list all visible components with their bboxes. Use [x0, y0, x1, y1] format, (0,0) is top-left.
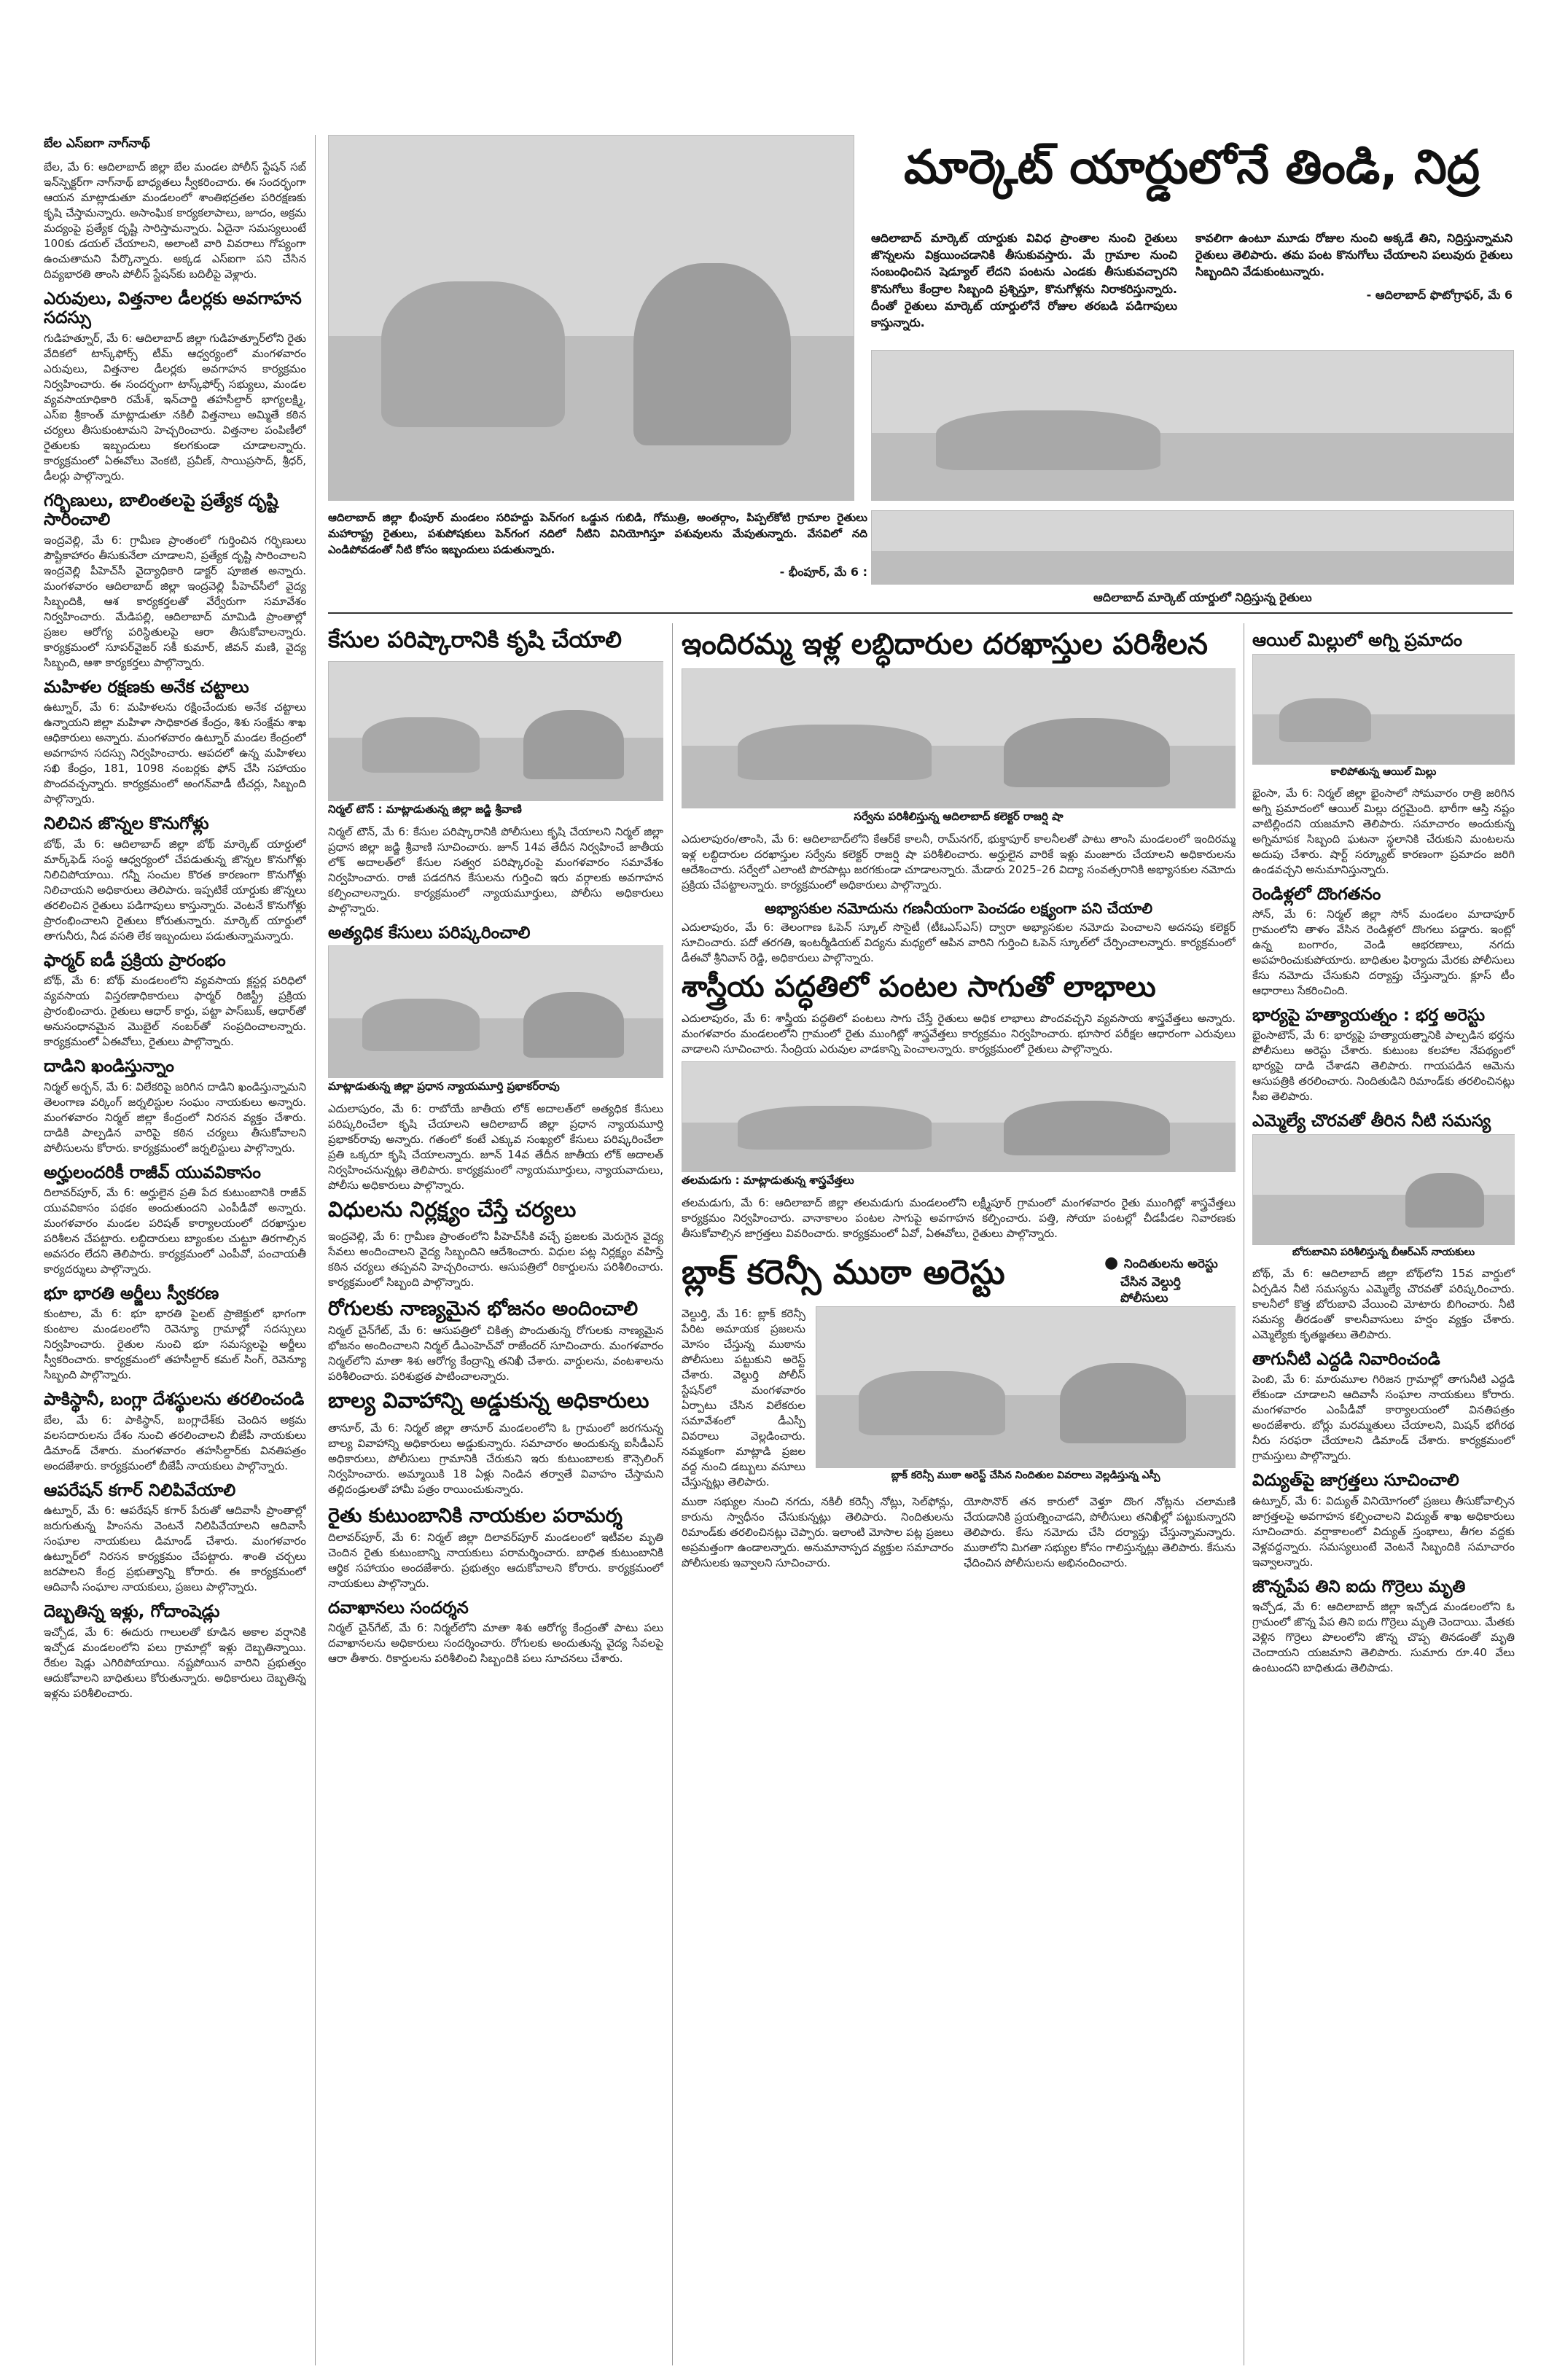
article-c7-body: ఇచ్చోడ, మే 6: ఆదిలాబాద్ జిల్లా ఇచ్చోడ మండలంలోని ఓ గ్రామంలో జొన్న పేప తిని ఐదు గొర్రెలు మృతి చెందాయి. మేతకు వెళ్లిన గొర్రెలు పొలంలోని జొన్న చొప్ప తినడంతో మృతి చెందాయని యజమాని తెలిపారు. సుమారు రూ.40 వేలు ఉంటుందని బాధితుడు తెలిపాడు.: [1252, 1600, 1515, 1675]
top-story-credit: - ఆదిలాబాద్ ఫొటోగ్రాఫర్, మే 6: [1366, 287, 1513, 302]
story-8-body: దిలావర్‌పూర్, మే 6: అర్హులైన ప్రతి పేద కుటుంబానికి రాజీవ్ యువవికాసం పథకం అందుతుందని ఎంపీడీవో అన్నారు. మంగళవారం మండల పరిషత్ కార్యాలయంలో దరఖాస్తుల పరిశీలన చేపట్టారు. లబ్ధిదారులు బ్యాంకుల చుట్టూ తిరగాల్సిన అవసరం లేదని తెలిపారు. కార్యక్రమంలో ఎంపీవో, పంచాయతీ కార్యదర్శులు పాల్గొన్నారు.: [44, 1185, 306, 1276]
story-3-body: ఇంద్రవెల్లి, మే 6: గ్రామీణ ప్రాంతంలో గుర్తించిన గర్భిణులు పౌష్టికాహారం తీసుకునేలా చూడాలని, ప్రత్యేక దృష్టి సారించాలని ఇంద్రవెల్లి పీహెచ్‌సీ వైద్యాధికారి డాక్టర్ పూజిత అన్నారు. మంగళవారం ఆదిలాబాద్ జిల్లా ఇంద్రవెల్లి పీహెచ్‌సీలో వైద్య సిబ్బందికి, ఆశ కార్యకర్తలతో వేర్వేరుగా సమావేశం నిర్వహించారు. మేడిపల్లి, ఆదిలాబాద్ మామిడి ప్రాంతాల్లో ప్రజల ఆరోగ్య పరిస్థితులపై ఆరా తీసుకోవాలన్నారు. కార్యక్రమంలో సూపర్‌వైజర్ సకీ కుమార్, జీవన్ మణి, వైద్య సిబ్బంది, ఆశా కార్యకర్తలు పాల్గొన్నారు.: [44, 533, 306, 669]
story-7-headline: దాడిని ఖండిస్తున్నాం: [44, 1057, 174, 1077]
story-4-body: ఉట్నూర్, మే 6: మహిళలను రక్షించేందుకు అనేక చట్టాలు ఉన్నాయని జిల్లా మహిళా సాధికారత కేంద్రం, శిశు సంక్షేమ శాఖ ఆధికారులు అన్నారు. మంగళవారం ఉట్నూర్ మండల కేంద్రంలో అవగాహన సదస్సు నిర్వహించారు. ఆపదలో ఉన్న మహిళలు సఖి కేంద్రం, 181, 1098 నంబర్లకు ఫోన్ చేసి సహాయం పొందవచ్చన్నారు. కార్యక్రమంలో అంగన్‌వాడీ టీచర్లు, సిబ్బంది పాల్గొన్నారు.: [44, 701, 306, 806]
left-news-column: [44, 135, 306, 2365]
article-b4-body-c: యోసొనొర్ తన కారులో వెళ్తూ దొంగ నోట్లను చలామణి చేయడానికి ప్రయత్నించాడని, పోలీసులు తనిఖీల్లో పట్టుకున్నారని తెలిపారు. కేసు నమోదు చేసి దర్యాప్తు చేస్తున్నామన్నారు. ముఠాలోని మిగతా సభ్యుల కోసం గాలిస్తున్నట్లు తెలిపారు. కేసును ఛేదించిన పోలీసులను అభినందించారు.: [964, 1494, 1236, 1569]
story-1-body: బేల, మే 6: ఆదిలాబాద్ జిల్లా బేల మండల పోలీస్ స్టేషన్ సబ్ ఇన్‌స్పెక్టర్‌గా నాగ్‌నాథ్ బాధ్యతలు స్వీకరించారు. ఈ సందర్భంగా ఆయన మాట్లాడుతూ మండలంలో శాంతిభద్రతల పరిరక్షణకు కృషి చేస్తామన్నారు. అసాంఘిక కార్యకలాపాలు, జూదం, అక్రమ మద్యంపై ప్రత్యేక దృష్టి సారిస్తామన్నారు. ఏదైనా సమస్యలుంటే 100కు డయల్ చేయాలని, అలాంటి వారి వివరాలు గోప్యంగా ఉంచుతామని పేర్కొన్నారు. అక్కడ ఎస్‌ఐగా పని చేసిన దివ్యభారతి తాంసి పోలీస్ స్టేషన్‌కు బదిలీపై వెళ్లారు.: [44, 160, 306, 281]
top-story-headline: మార్కెట్ యార్డులోనే తిండి, నిద్ర: [904, 141, 1480, 195]
article-a1-headline: కేసుల పరిష్కారానికి కృషి చేయాలి: [328, 627, 622, 653]
article-b2-subhead: అభ్యాసకుల నమోదును గణనీయంగా పెంచడం లక్ష్యంగా పని చేయాలి: [764, 900, 1153, 917]
article-a3-headline: విధులను నిర్లక్ష్యం చేస్తే చర్యలు: [328, 1197, 577, 1222]
top-section-divider: [328, 612, 1513, 614]
story-1-byline: బేల ఎస్‌ఐగా నాగ్‌నాథ్: [44, 136, 150, 151]
market-yard-photo-top-right: [871, 350, 1514, 501]
story-12-body: ఇచ్చోడ, మే 6: ఈదురు గాలులతో కూడిన అకాల వర్షానికి ఇచ్చోడ మండలంలోని పలు గ్రామాల్లో ఇళ్లు దెబ్బతిన్నాయి. రేకుల షెడ్లు ఎగిరిపోయాయి. నష్టపోయిన వారిని ప్రభుత్వం ఆదుకోవాలని బాధితులు కోరుతున్నారు. అధికారులు దెబ్బతిన్న ఇళ్లను పరిశీలించారు.: [44, 1625, 306, 1700]
story-3-headline: గర్భిణులు, బాలింతలపై ప్రత్యేక దృష్టి సారించాలి: [44, 491, 278, 530]
article-c1-byline: కాలిపోతున్న ఆయిల్ మిల్లు: [1330, 765, 1437, 778]
story-6-headline: ఫార్మర్ ఐడీ ప్రక్రియ ప్రారంభం: [44, 951, 226, 970]
article-a2-body: ఎదులాపురం, మే 6: రాబోయే జాతీయ లోక్ అదాలత్‌లో అత్యధిక కేసులు పరిష్కరించేలా కృషి చేయాలని ఆదిలాబాద్ జిల్లా ప్రధాన న్యాయమూర్తి ప్రభాకర్‌రావు అన్నారు. గతంలో కంటే ఎక్కువ సంఖ్యలో కేసులు పరిష్కరించేలా ప్రతి ఒక్కరూ కృషి చేయాలన్నారు. జూన్ 14వ తేదీన జాతీయ లోక్ అదాలత్ నిర్వహించనున్నట్లు తెలిపారు. కార్యక్రమంలో న్యాయమూర్తులు, న్యాయవాదులు, పోలీసు అధికారులు పాల్గొన్నారు.: [328, 1102, 663, 1193]
article-b3-body-2: తలమడుగు, మే 6: ఆదిలాబాద్ జిల్లా తలమడుగు మండలంలోని లక్ష్మీపూర్ గ్రామంలో మంగళవారం రైతు ముంగిట్లో శాస్త్రవేత్తలు కార్యక్రమం నిర్వహించారు. వానాకాలం పంటల సాగుపై అవగాహన కల్పించారు. పత్తి, సోయా పంటల్లో చీడపీడల నివారణకు తీసుకోవాల్సిన జాగ్రత్తలు వివరించారు. కార్యక్రమంలో ఏవో, ఏఈవోలు, రైతులు పాల్గొన్నారు.: [682, 1196, 1236, 1240]
article-b3-headline: శాస్త్రీయ పద్ధతిలో పంటల సాగుతో లాభాలు: [682, 970, 1156, 1004]
top-story-caption-right: కావలిగా ఉంటూ మూడు రోజుల నుంచి అక్కడే తిని, నిద్రిస్తున్నామని రైతులు తెలిపారు. తమ పంట కొనుగోలు చేయాలని పలువురు రైతులు సిబ్బందిని వేడుకుంటున్నారు.: [1195, 231, 1513, 279]
right-news-column: [1252, 623, 1515, 2365]
article-b3-photo: [682, 1061, 1236, 1172]
middle-right-column: [682, 623, 1236, 2365]
article-a6-headline: రైతు కుటుంబానికి నాయకుల పరామర్శ: [328, 1504, 623, 1527]
article-a2-photo: [328, 945, 663, 1078]
article-b4-photo-caption: బ్లాక్ కరెన్సీ ముఠా అరెస్ట్ చేసిన నిందితుల వివరాలు వెల్లడిస్తున్న ఎస్పీ: [891, 1469, 1160, 1481]
column-divider: [315, 135, 316, 2365]
article-c1-body: భైంసా, మే 6: నిర్మల్ జిల్లా భైంసాలో సోమవారం రాత్రి జరిగిన అగ్ని ప్రమాదంలో ఆయిల్ మిల్లు దగ్ధమైంది. భారీగా ఆస్తి నష్టం వాటిల్లిందని యజమాని తెలిపారు. సమాచారం అందుకున్న అగ్నిమాపక సిబ్బంది ఘటనా స్థలానికి చేరుకుని మంటలను అదుపు చేశారు. షార్ట్ సర్క్యూట్ కారణంగా ప్రమాదం జరిగి ఉండవచ్చని అనుమానిస్తున్నారు.: [1252, 786, 1515, 876]
article-b1-headline: ఇందిరమ్మ ఇళ్ల లబ్ధిదారుల దరఖాస్తుల పరిశీలన: [682, 628, 1208, 661]
article-b4-columns: [682, 1494, 1236, 1575]
story-11-headline: ఆపరేషన్ కగార్ నిలిపివేయాలి: [44, 1480, 236, 1500]
article-b1-byline: సర్వేను పరిశీలిస్తున్న ఆదిలాబాద్ కలెక్టర్ రాజర్షి షా: [854, 810, 1064, 823]
article-a2-byline: మాట్లాడుతున్న జిల్లా ప్రధాన న్యాయమూర్తి ప్రభాకర్‌రావు: [328, 1080, 560, 1093]
article-b3-byline: తలమడుగు : మాట్లాడుతున్న శాస్త్రవేత్తలు: [682, 1174, 854, 1187]
story-10-headline: పాకిస్థానీ, బంగ్లా దేశస్థులను తరలించండి: [44, 1390, 305, 1410]
article-a1-body: నిర్మల్ టౌన్, మే 6: కేసుల పరిష్కారానికి పోలీసులు కృషి చేయాలని నిర్మల్ జిల్లా ప్రధాన జిల్లా జడ్జి శ్రీవాణి సూచించారు. జూన్ 14వ తేదీన నిర్వహించే జాతీయ లోక్ అదాలత్‌లో కేసుల సత్వర పరిష్కారంపై మంగళవారం సమావేశం నిర్వహించారు. రాజీ పడదగిన కేసులను గుర్తించి ఇరు వర్గాలకు అవగాహన కల్పించాలన్నారు. కార్యక్రమంలో న్యాయమూర్తులు, పోలీసు అధికారులు పాల్గొన్నారు.: [328, 824, 663, 915]
article-c1-photo: [1252, 654, 1515, 765]
article-b4-photo: [816, 1306, 1236, 1468]
article-b4-body-b: ముఠా సభ్యుల నుంచి నగదు, నకిలీ కరెన్సీ నోట్లు, సెల్‌ఫోన్లు, కారును స్వాధీనం చేసుకున్నట్లు తెలిపారు. నిందితులను రిమాండ్‌కు తరలించినట్లు చెప్పారు. ఇలాంటి మోసాల పట్ల ప్రజలు అప్రమత్తంగా ఉండాలన్నారు. అనుమానాస్పద వ్యక్తుల సమాచారం పోలీసులకు ఇవ్వాలని సూచించారు.: [682, 1494, 953, 1569]
story-5-body: బోథ్, మే 6: ఆదిలాబాద్ జిల్లా బోథ్ మార్కెట్ యార్డులో మార్క్‌ఫెడ్ సంస్థ ఆధ్వర్యంలో చేపడుతున్న జొన్నల కొనుగోళ్లు నిలిచిపోయాయి. గన్నీ సంచుల కొరత కారణంగా కొనుగోళ్లు నిలిచాయని అధికారులు తెలిపారు. ఇప్పటికే యార్డుకు జొన్నలు తరలించిన రైతులు పడిగాపులు కాస్తున్నారు. వెంటనే కొనుగోళ్లు ప్రారంభించాలని రైతులు కోరుతున్నారు. మార్కెట్ యార్డులో తాగునీరు, నీడ వసతి లేక ఇబ్బందులు పడుతున్నామన్నారు.: [44, 837, 306, 943]
article-c7-headline: జొన్నపేప తిని ఐదు గొర్రెలు మృతి: [1252, 1577, 1466, 1596]
article-a6-body: దిలావర్‌పూర్, మే 6: నిర్మల్ జిల్లా దిలావర్‌పూర్ మండలంలో ఇటీవల మృతి చెందిన రైతు కుటుంబాన్ని నాయకులు పరామర్శించారు. బాధిత కుటుంబానికి ఆర్థిక సహాయం అందజేశారు. ప్రభుత్వం ఆదుకోవాలని కోరారు. కార్యక్రమంలో నాయకులు పాల్గొన్నారు.: [328, 1530, 663, 1590]
top-story-caption-left: ఆదిలాబాద్ మార్కెట్ యార్డుకు వివిధ ప్రాంతాల నుంచి రైతులు జొన్నలను విక్రయించడానికి తీసుకువస్తారు. మే గ్రామాల నుంచి సంబంధించిన షెడ్యూల్ లేదని పంటను ఎండకు తీసుకువచ్చారని కొనుగోలు కేంద్రాల సిబ్బంది ప్రశ్నిస్తూ, కొనుగోళ్లను నిరాకరిస్తున్నారు. దీంతో రైతులు మార్కెట్ యార్డులోనే రోజుల తరబడి పడిగాపులు కాస్తున్నారు.: [871, 231, 1177, 329]
article-b4-side-line-1: ● నిందితులను అరెస్టు: [1104, 1254, 1218, 1272]
article-a3-body: ఇంద్రవెల్లి, మే 6: గ్రామీణ ప్రాంతంలోని పీహెచ్‌సీకి వచ్చే ప్రజలకు మెరుగైన వైద్య సేవలు అందించాలని వైద్య సిబ్బందిని ఆదేశించారు. విధుల పట్ల నిర్లక్ష్యం వహిస్తే కఠిన చర్యలు తప్పవని హెచ్చరించారు. ఆసుపత్రిలో రికార్డులను పరిశీలించారు. కార్యక్రమంలో సిబ్బంది పాల్గొన్నారు.: [328, 1230, 663, 1290]
article-c2-headline: రెండిళ్లలో దొంగతనం: [1252, 884, 1381, 904]
article-a2-headline: అత్యధిక కేసులు పరిష్కరించాలి: [328, 923, 531, 943]
article-c3-headline: భార్యపై హత్యాయత్నం : భర్త అరెస్టు: [1252, 1006, 1486, 1026]
penganga-caption: ఆదిలాబాద్ జిల్లా భీంపూర్ మండలం సరిహద్దు పెన్‌గంగ ఒడ్డున గుబిడి, గోముత్రి, అంతర్గాం, పిప్పల్‌కోటి గ్రామాల రైతులు మహారాష్ట్ర రైతులు, పశుపోషకులు పెన్‌గంగ నదిలో నీటిని వినియోగిస్తూ పశువులను మేపుతున్నారు. వేసవిలో నది ఎండిపోవడంతో నీటి కోసం ఇబ్బందులు పడుతున్నారు.: [328, 511, 867, 556]
article-c2-body: సోన్, మే 6: నిర్మల్ జిల్లా సోన్ మండలం మాదాపూర్ గ్రామంలోని తాళం వేసిన రెండిళ్లలో దొంగలు పడ్డారు. ఇంట్లో ఉన్న బంగారం, వెండి ఆభరణాలు, నగదు అపహరించుకుపోయారు. బాధితుల ఫిర్యాదు మేరకు పోలీసులు కేసు నమోదు చేసుకుని దర్యాప్తు చేస్తున్నారు. క్లూస్ టీం ఆధారాలు సేకరించింది.: [1252, 908, 1515, 998]
article-b4-side-line-2: చేసిన వెల్దుర్తి: [1120, 1274, 1181, 1290]
story-2-headline: ఎరువులు, విత్తనాల డీలర్లకు అవగాహన సదస్సు: [44, 289, 302, 328]
article-c5-body: పెంబి, మే 6: మారుమూల గిరిజన గ్రామాల్లో తాగునీటి ఎద్దడి లేకుండా చూడాలని ఆదివాసీ సంఘాల నాయకులు కోరారు. మంగళవారం ఎంపీడీవో కార్యాలయంలో వినతిపత్రం అందజేశారు. బోర్లు మరమ్మతులు చేయాలని, మిషన్ భగీరథ నీరు సరఫరా చేయాలని డిమాండ్ చేశారు. కార్యక్రమంలో గ్రామస్తులు పాల్గొన్నారు.: [1252, 1373, 1515, 1463]
article-b4-content: [682, 1306, 1236, 1494]
story-5-headline: నిలిచిన జొన్నల కొనుగోళ్లు: [44, 814, 209, 834]
story-4-headline: మహిళల రక్షణకు అనేక చట్టాలు: [44, 677, 249, 697]
sleeping-farmers-photo: [871, 510, 1514, 585]
article-c4-photo: [1252, 1134, 1515, 1245]
story-9-body: కుంటాల, మే 6: భూ భారతి పైలట్ ప్రాజెక్టులో భాగంగా కుంటాల మండలంలోని రెవెన్యూ గ్రామాల్లో సదస్సులు నిర్వహించారు. రైతుల నుంచి భూ సమస్యలపై అర్జీలు స్వీకరించారు. కార్యక్రమంలో తహసీల్దార్ కమల్ సింగ్, రెవెన్యూ సిబ్బంది పాల్గొన్నారు.: [44, 1307, 306, 1382]
story-9-headline: భూ భారతి అర్జీలు స్వీకరణ: [44, 1284, 219, 1303]
article-c3-body: భైంసాటౌన్, మే 6: భార్యపై హత్యాయత్నానికి పాల్పడిన భర్తను పోలీసులు అరెస్టు చేశారు. కుటుంబ కలహాల నేపథ్యంలో భార్యపై దాడి చేశాడని తెలిపారు. గాయపడిన ఆమెను ఆసుపత్రికి తరలించారు. నిందితుడిని రిమాండ్‌కు తరలించినట్లు సీఐ తెలిపారు.: [1252, 1029, 1515, 1104]
story-12-headline: దెబ్బతిన్న ఇళ్లు, గోదాంషెడ్లు: [44, 1602, 220, 1622]
article-a4-body: నిర్మల్ చైన్‌గేట్, మే 6: ఆసుపత్రిలో చికిత్స పొందుతున్న రోగులకు నాణ్యమైన భోజనం అందించాలని నిర్మల్ డీఎంహెచ్‌వో రాజేందర్ సూచించారు. మంగళవారం నిర్మల్‌లోని మాతా శిశు ఆరోగ్య కేంద్రాన్ని తనిఖీ చేశారు. వార్డులను, వంటశాలను పరిశీలించారు. పరిశుభ్రత పాటించాలన్నారు.: [328, 1324, 663, 1384]
sleeping-farmers-caption: ఆదిలాబాద్ మార్కెట్ యార్డులో నిద్రిస్తున్న రైతులు: [1093, 590, 1312, 604]
article-a5-body: తానూర్, మే 6: నిర్మల్ జిల్లా తానూర్ మండలంలోని ఓ గ్రామంలో జరగనున్న బాల్య వివాహాన్ని అధికారులు అడ్డుకున్నారు. సమాచారం అందుకున్న ఐసీడీఎస్ అధికారులు, పోలీసులు గ్రామానికి చేరుకుని ఇరు కుటుంబాలకు కౌన్సెలింగ్ నిర్వహించారు. అమ్మాయికి 18 ఏళ్లు నిండిన తర్వాతే వివాహం చేస్తామని తల్లిదండ్రులతో హామీ పత్రం రాయించుకున్నారు.: [328, 1421, 663, 1496]
penganga-credit: - భీంపూర్, మే 6 :: [779, 565, 867, 580]
story-11-body: ఉట్నూర్, మే 6: ఆపరేషన్ కగార్ పేరుతో ఆదివాసీ ప్రాంతాల్లో జరుగుతున్న హింసను వెంటనే నిలిపివేయాలని ఆదివాసీ సంఘాల నాయకులు డిమాండ్ చేశారు. మంగళవారం ఉట్నూర్‌లో నిరసన కార్యక్రమం చేపట్టారు. శాంతి చర్చలు జరపాలని కేంద్ర ప్రభుత్వాన్ని కోరారు. ఈ కార్యక్రమంలో ఆదివాసీ సంఘాల నాయకులు, ప్రజలు పాల్గొన్నారు.: [44, 1504, 306, 1594]
article-b1-photo: [682, 668, 1236, 808]
market-yard-photo-top-left: [328, 135, 854, 501]
article-a4-headline: రోగులకు నాణ్యమైన భోజనం అందించాలి: [328, 1298, 639, 1321]
column-divider: [672, 623, 673, 2365]
article-c4-body: బోథ్, మే 6: ఆదిలాబాద్ జిల్లా బోథ్‌లోని 15వ వార్డులో ఏర్పడిన నీటి సమస్యను ఎమ్మెల్యే చొరవతో పరిష్కరించారు. కాలనీలో కొత్త బోరుబావి వేయించి మోటారు బిగించారు. నీటి సమస్య తీరడంతో కాలనీవాసులు హర్షం వ్యక్తం చేశారు. ఎమ్మెల్యేకు కృతజ్ఞతలు తెలిపారు.: [1252, 1266, 1515, 1341]
article-c4-headline: ఎమ్మెల్యే చొరవతో తీరిన నీటి సమస్య: [1252, 1112, 1491, 1131]
article-c4-byline: బోరుబావిని పరిశీలిస్తున్న బీఆర్ఎస్ నాయకులు: [1292, 1246, 1475, 1258]
penganga-caption-block: [328, 510, 867, 582]
bullet-icon: ●: [1104, 1254, 1124, 1272]
article-c5-headline: తాగునీటి ఎద్దడి నివారించండి: [1252, 1349, 1440, 1369]
article-b4-side-line-3: పోలీసులు: [1120, 1290, 1168, 1306]
article-a7-body: నిర్మల్ చైన్‌గేట్, మే 6: నిర్మల్‌లోని మాతా శిశు ఆరోగ్య కేంద్రంతో పాటు పలు దవాఖానలను అధికారులు సందర్శించారు. రోగులకు అందుతున్న వైద్య సేవలపై ఆరా తీశారు. రికార్డులను పరిశీలించి సిబ్బందికి పలు సూచనలు చేశారు.: [328, 1621, 663, 1666]
article-b4-headline: బ్లాక్ కరెన్సీ ముఠా అరెస్టు: [682, 1252, 1005, 1292]
middle-left-column: [328, 623, 663, 2365]
article-a7-headline: దవాఖానలు సందర్శన: [328, 1598, 469, 1618]
article-b4-sidebar: [1104, 1249, 1236, 1306]
article-b2-body: ఎదులాపురం, మే 6: తెలంగాణ ఓపెన్ స్కూల్ సొసైటీ (టీఓఎస్ఎస్) ద్వారా అభ్యాసకుల నమోదు పెంచాలని అదనపు కలెక్టర్ సూచించారు. పదో తరగతి, ఇంటర్మీడియట్ విద్యను మధ్యలో ఆపిన వారిని గుర్తించి ఓపెన్ స్కూల్‌లో చేర్పించాలన్నారు. కార్యక్రమంలో డీఈవో శ్రీనివాస్ రెడ్డి, అధికారులు పాల్గొన్నారు.: [682, 921, 1236, 964]
article-b4-photo-block: [816, 1306, 1236, 1494]
story-7-body: నిర్మల్ అర్బన్, మే 6: విలేకరిపై జరిగిన దాడిని ఖండిస్తున్నామని తెలంగాణ వర్కింగ్ జర్నలిస్టుల సంఘం నాయకులు అన్నారు. మంగళవారం నిర్మల్ జిల్లా కేంద్రంలో నిరసన వ్యక్తం చేశారు. దాడికి పాల్పడిన వారిపై కఠిన చర్యలు తీసుకోవాలని పోలీసులను కోరారు. కార్యక్రమంలో జర్నలిస్టులు పాల్గొన్నారు.: [44, 1080, 306, 1155]
article-a1-photo: [328, 661, 663, 801]
article-c6-headline: విద్యుత్‌పై జాగ్రత్తలు సూచించాలి: [1252, 1471, 1459, 1491]
article-c1-headline: ఆయిల్ మిల్లులో అగ్ని ప్రమాదం: [1252, 630, 1463, 650]
article-b3-body: ఎదులాపురం, మే 6: శాస్త్రీయ పద్ధతిలో పంటలు సాగు చేస్తే రైతులు అధిక లాభాలు పొందవచ్చని వ్యవసాయ శాస్త్రవేత్తలు అన్నారు. మంగళవారం మండలంలోని గ్రామంలో రైతు ముంగిట్లో శాస్త్రవేత్తలు కార్యక్రమం నిర్వహించారు. భూసార పరీక్షల ఆధారంగా ఎరువులు వాడాలని సూచించారు. సేంద్రియ ఎరువుల వాడకాన్ని పెంచాలన్నారు. కార్యక్రమంలో రైతులు పాల్గొన్నారు.: [682, 1012, 1236, 1056]
top-story-caption-right-block: [1195, 230, 1513, 305]
article-b1-body: ఎదులాపురం/తాంసి, మే 6: ఆదిలాబాద్‌లోని కేఆర్‌కే కాలనీ, రామ్‌నగర్, భుక్తాపూర్ కాలనీలతో పాటు తాంసి మండలంలో ఇందిరమ్మ ఇళ్ల లబ్ధిదారుల దరఖాస్తుల సర్వేను కలెక్టర్ రాజర్షి షా పరిశీలించారు. అర్హులైన వారికే ఇళ్లు మంజూరు చేయాలని అధికారులను ఆదేశించారు. సర్వేలో ఎలాంటి పొరపాట్లు జరగకుండా చూడాలన్నారు. మేడారు 2025–26 విద్యా సంవత్సరానికి అభ్యాసకుల నమోదు ప్రక్రియ చేపట్టాలన్నారు. కార్యక్రమంలో అధికారులు పాల్గొన్నారు.: [682, 832, 1236, 891]
story-8-headline: అర్హులందరికీ రాజీవ్ యువవికాసం: [44, 1163, 261, 1182]
article-b4-header-row: [682, 1249, 1236, 1306]
article-a1-byline: నిర్మల్ టౌన్ : మాట్లాడుతున్న జిల్లా జడ్జి శ్రీవాణి: [328, 802, 522, 816]
article-a5-headline: బాల్య వివాహాన్ని అడ్డుకున్న అధికారులు: [328, 1388, 649, 1413]
story-6-body: బోథ్, మే 6: బోథ్ మండలంలోని వ్యవసాయ క్లస్టర్ల పరిధిలో వ్యవసాయ విస్తరణాధికారులు ఫార్మర్ రిజిస్ట్రీ ప్రక్రియ ప్రారంభించారు. రైతులు ఆధార్ కార్డు, పట్టా పాస్‌బుక్, ఆధార్‌తో అనుసంధానమైన మొబైల్ నంబర్‌తో సంప్రదించాలన్నారు. కార్యక్రమంలో ఏఈవోలు, రైతులు పాల్గొన్నారు.: [44, 974, 306, 1049]
article-c6-body: ఉట్నూర్, మే 6: విద్యుత్ వినియోగంలో ప్రజలు తీసుకోవాల్సిన జాగ్రత్తలపై అవగాహన కల్పించాలని విద్యుత్ శాఖ అధికారులు సూచించారు. వర్షాకాలంలో విద్యుత్ స్తంభాలు, తీగల వద్దకు వెళ్లవద్దన్నారు. సమస్యలుంటే వెంటనే సిబ్బందికి సమాచారం ఇవ్వాలన్నారు.: [1252, 1494, 1515, 1569]
article-b4-body-a: వెల్దుర్తి, మే 16: బ్లాక్ కరెన్సీ పేరిట అమాయక ప్రజలను మోసం చేస్తున్న ముఠాను పోలీసులు పట్టుకుని అరెస్ట్ చేశారు. వెల్దుర్తి పోలీస్ స్టేషన్‌లో మంగళవారం ఏర్పాటు చేసిన విలేకరుల సమావేశంలో డీఎస్పీ వివరాలు వెల్లడించారు. నమ్మకంగా మాట్లాడి ప్రజల వద్ద నుంచి డబ్బులు వసూలు చేస్తున్నట్లు తెలిపారు.: [682, 1306, 805, 1489]
story-2-body: గుడిహత్నూర్, మే 6: ఆదిలాబాద్ జిల్లా గుడిహత్నూర్‌లోని రైతు వేదికలో టాస్క్‌ఫోర్స్ టీమ్ ఆధ్వర్యంలో మంగళవారం ఎరువులు, విత్తనాల డీలర్లకు అవగాహన కార్యక్రమం నిర్వహించారు. ఈ సందర్భంగా టాస్క్‌ఫోర్స్ సభ్యులు, మండల వ్యవసాయాధికారి రమేశ్, ఇన్‌చార్జి తహసీల్దార్ భాగ్యలక్ష్మి, ఎస్ఐ శ్రీకాంత్ మాట్లాడుతూ నకిలీ విత్తనాలు అమ్మితే కఠిన చర్యలు తీసుకుంటామని హెచ్చరించారు. విత్తనాల పంపిణీలో రైతులకు ఇబ్బందులు కలగకుండా చూడాలన్నారు. కార్యక్రమంలో ఏఈవోలు వెంకటి, ప్రవీణ్, సాయిప్రసాద్, శ్రీధర్, డీలర్లు పాల్గొన్నారు.: [44, 331, 306, 483]
story-10-body: బేల, మే 6: పాకిస్థాన్, బంగ్లాదేశ్‌కు చెందిన అక్రమ వలసదారులను దేశం నుంచి తరలించాలని బీజేపీ నాయకులు డిమాండ్ చేశారు. మంగళవారం తహసీల్దార్‌కు వినతిపత్రం అందజేశారు. కార్యక్రమంలో బీజేపీ నాయకులు పాల్గొన్నారు.: [44, 1413, 306, 1472]
